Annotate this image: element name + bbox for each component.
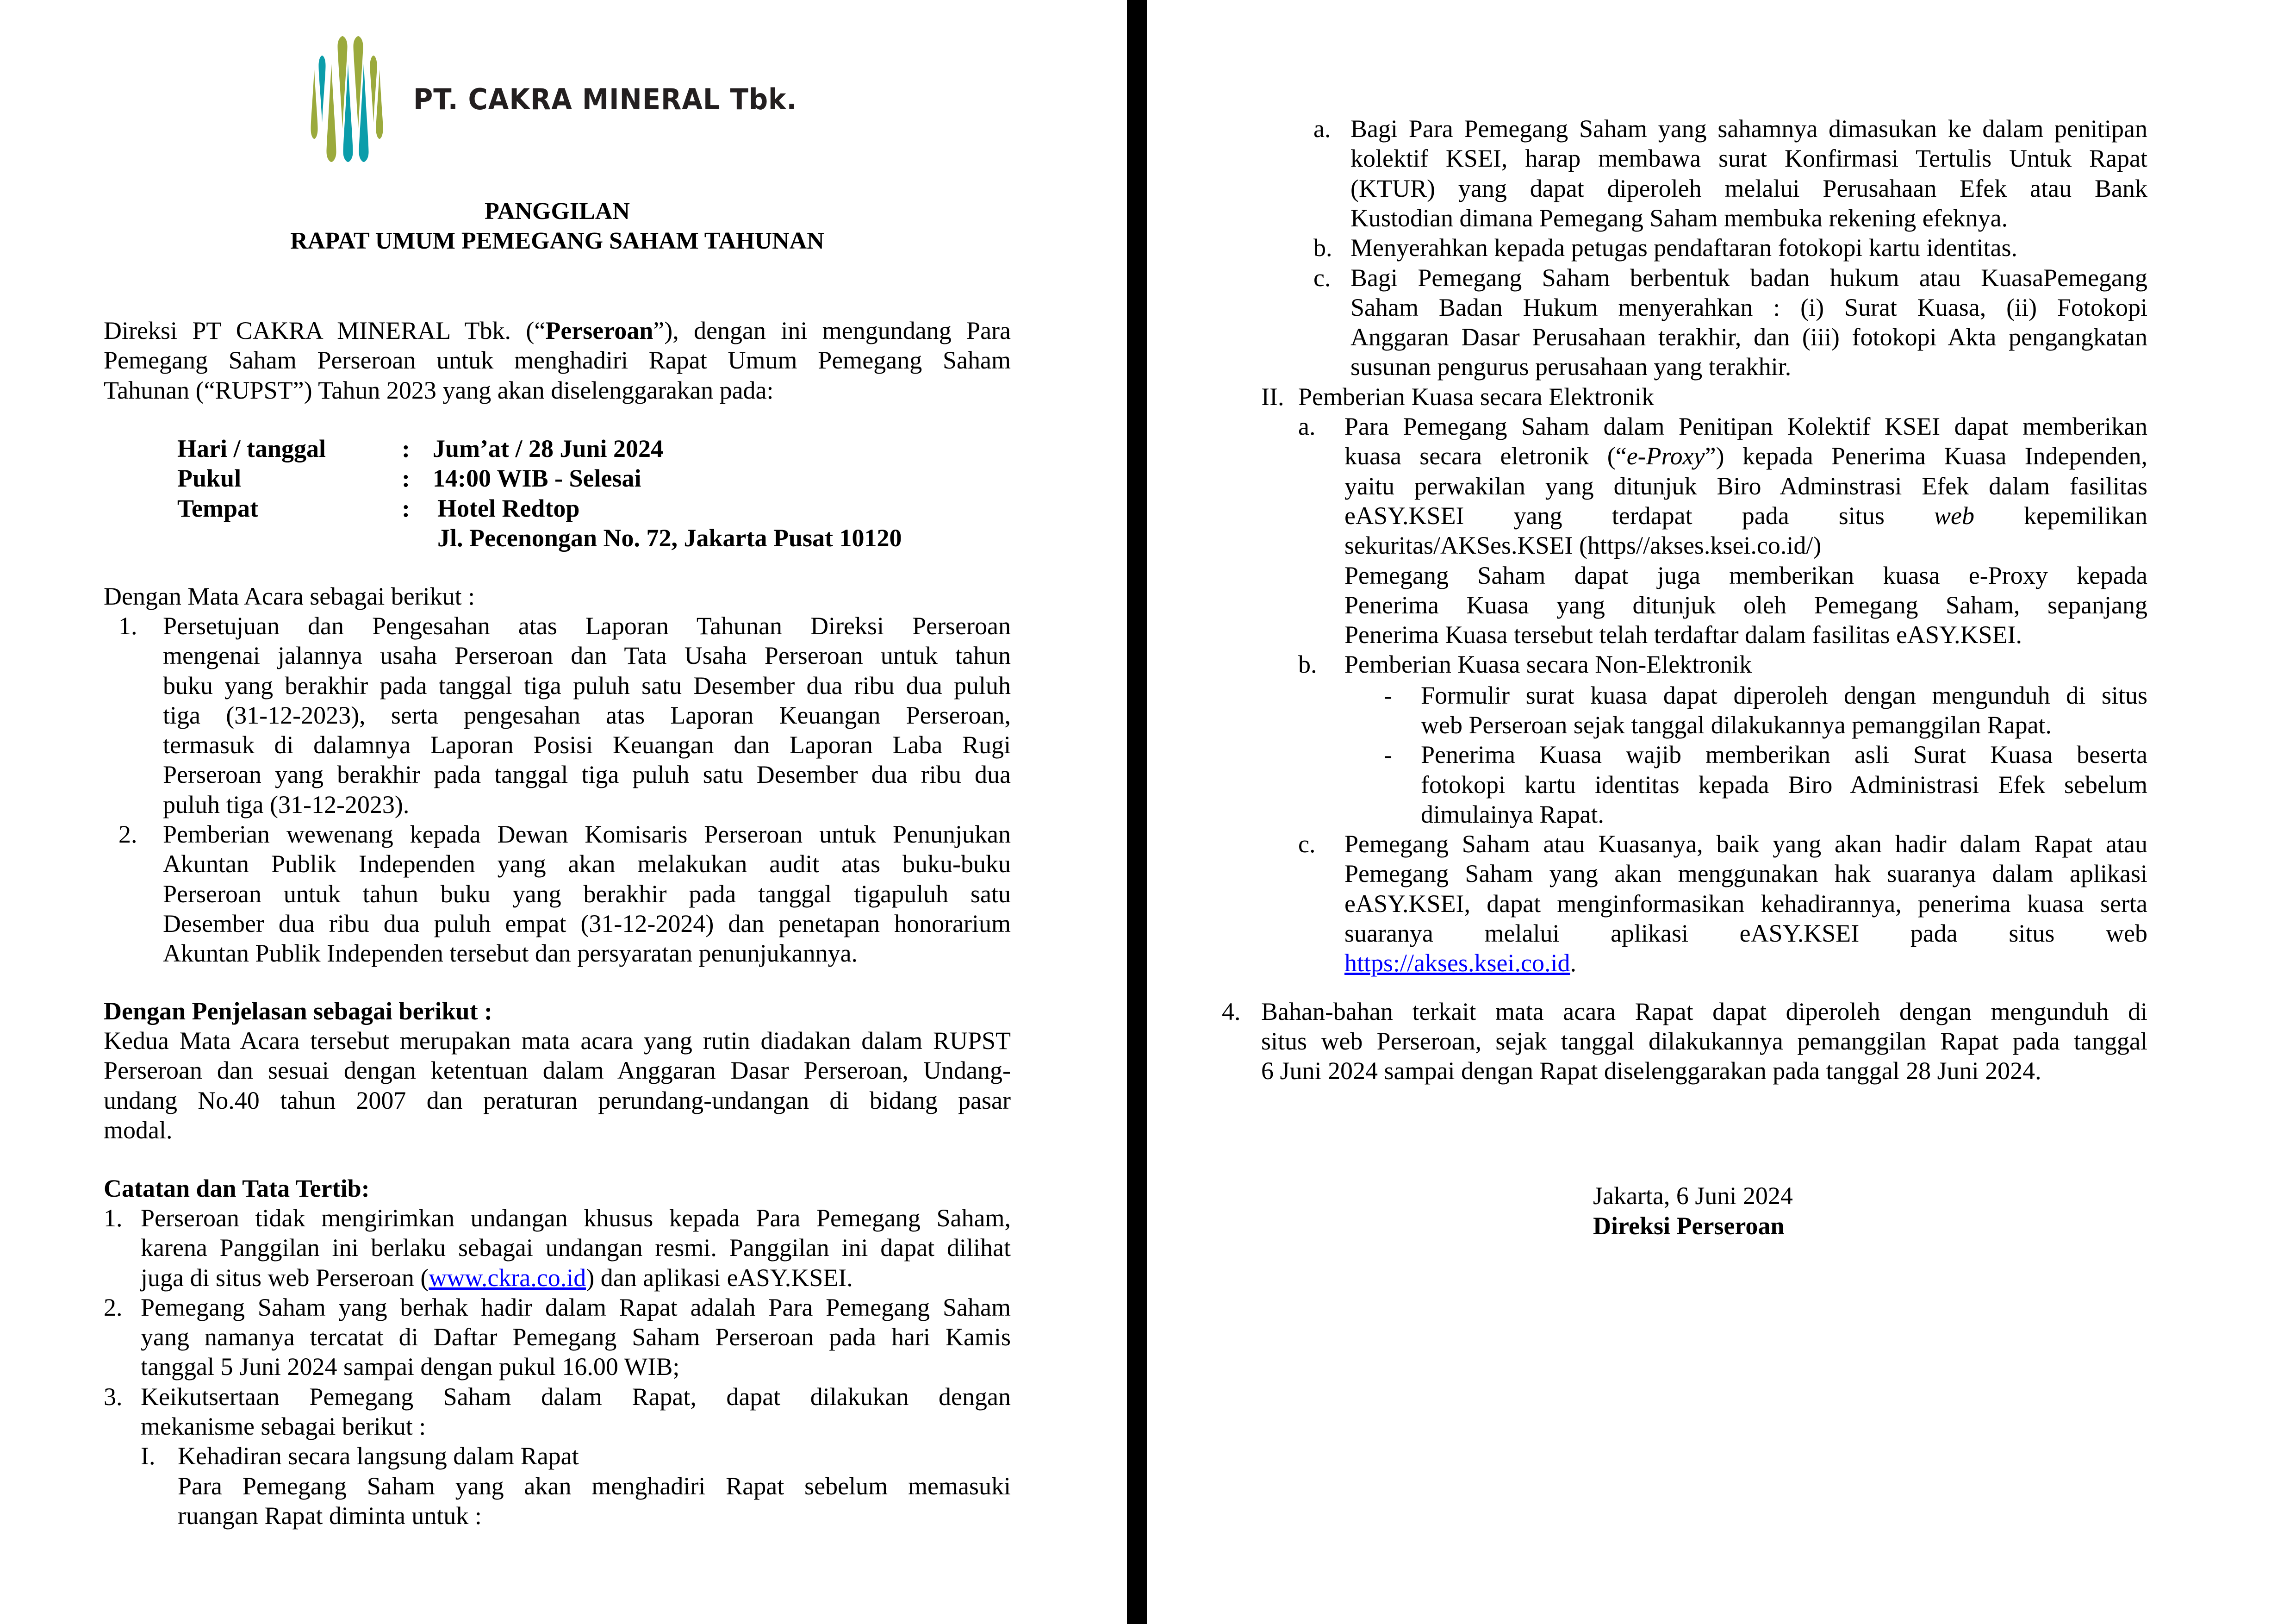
attendance-item-b bbox=[1350, 233, 2147, 262]
bold-term: Perseroan bbox=[545, 317, 653, 344]
eproxy-item-a-cont bbox=[1344, 561, 2147, 650]
text-line: Keikutsertaan Pemegang Saham dalam Rapat, dapat dilakukan dengan bbox=[141, 1382, 1011, 1411]
schedule-value: Hotel Redtop bbox=[437, 494, 580, 522]
explanation-heading: Dengan Penjelasan sebagai berikut : bbox=[104, 997, 493, 1025]
text-line: web Perseroan sejak tanggal dilakukannya pemanggilan Rapat. bbox=[1421, 711, 2052, 739]
text-line: 6 Juni 2024 sampai dengan Rapat diselenggarakan pada tanggal 28 Juni 2024. bbox=[1261, 1057, 2041, 1085]
section-numeral: I. bbox=[141, 1442, 156, 1470]
text-line: termasuk di dalamnya Laporan Posisi Keuangan dan Laporan Laba Rugi bbox=[163, 731, 1011, 759]
sub-item-letter: c. bbox=[1298, 830, 1316, 858]
page-divider bbox=[1127, 0, 1147, 1624]
text-line: mengenai jalannya usaha Perseroan dan Tata Usaha Perseroan untuk tahun bbox=[163, 642, 1011, 670]
schedule-value: Jum’at / 28 Juni 2024 bbox=[433, 435, 664, 462]
text-line: suaranya melalui aplikasi eASY.KSEI pada situs web bbox=[1344, 919, 2147, 948]
section-intro bbox=[178, 1471, 1011, 1531]
text-line: Penerima Kuasa wajib memberikan asli Surat Kuasa beserta bbox=[1421, 741, 2147, 769]
text-line: Menyerahkan kepada petugas pendaftaran fotokopi kartu identitas. bbox=[1350, 234, 2017, 262]
italic-term: web bbox=[1934, 501, 1974, 530]
hyperlink[interactable]: www.ckra.co.id bbox=[429, 1263, 586, 1292]
text-line: ruangan Rapat diminta untuk : bbox=[178, 1501, 482, 1530]
schedule-value: 14:00 WIB - Selesai bbox=[433, 464, 641, 493]
sub-item-letter: a. bbox=[1298, 412, 1316, 440]
italic-term: e-Proxy bbox=[1626, 442, 1705, 470]
text-line: Direksi PT CAKRA MINERAL Tbk. (“Perseroan”), dengan ini mengundang Para bbox=[104, 317, 1011, 344]
note-item-2 bbox=[141, 1293, 1011, 1382]
non-electronic-title bbox=[1344, 650, 2147, 679]
text-line: https://akses.ksei.co.id. bbox=[1344, 949, 1576, 977]
text-line: Perseroan untuk tahun buku yang berakhir pada tanggal tigapuluh satu bbox=[163, 880, 1011, 908]
text-line: Pemegang Saham yang berhak hadir dalam Rapat adalah Para Pemegang Saham bbox=[141, 1293, 1011, 1321]
text-line: Bagi Pemegang Saham berbentuk badan hukum atau KuasaPemegang bbox=[1350, 263, 2147, 292]
text-line: Perseroan tidak mengirimkan undangan khusus kepada Para Pemegang Saham, bbox=[141, 1204, 1011, 1232]
text-line: Pemegang Saham Perseroan untuk menghadiri Rapat Umum Pemegang Saham bbox=[104, 346, 1011, 375]
text-line: Pemberian Kuasa secara Elektronik bbox=[1298, 382, 1655, 411]
sub-item-letter: a. bbox=[1313, 115, 1331, 143]
section-numeral: II. bbox=[1261, 382, 1284, 411]
section-title bbox=[178, 1441, 1011, 1471]
agenda-item-number: 1. bbox=[118, 612, 137, 640]
sub-item-letter: c. bbox=[1313, 263, 1331, 292]
text-line: puluh tiga (31-12-2023). bbox=[163, 790, 410, 818]
sub-item-letter: b. bbox=[1298, 650, 1317, 679]
agenda-item-1 bbox=[163, 611, 1011, 819]
section-title bbox=[1298, 382, 2147, 412]
signature-signatory: Direksi Perseroan bbox=[1593, 1212, 1785, 1240]
schedule-label: Hari / tanggal bbox=[177, 435, 326, 462]
notes-heading: Catatan dan Tata Tertib: bbox=[104, 1174, 370, 1202]
schedule-label: Tempat bbox=[177, 494, 259, 522]
text-line: Pemberian wewenang kepada Dewan Komisaris Perseroan untuk Penunjukan bbox=[163, 820, 1011, 849]
text-line: eASY.KSEI yang terdapat pada situs web kepemilikan bbox=[1344, 501, 2147, 530]
note-number: 1. bbox=[104, 1204, 123, 1232]
schedule-label: Pukul bbox=[177, 464, 242, 493]
text-line: (KTUR) yang dapat diperoleh melalui Perusahaan Efek atau Bank bbox=[1350, 174, 2147, 202]
text-line: Akuntan Publik Independen tersebut dan persyaratan penunjukannya. bbox=[163, 939, 858, 968]
intro-paragraph bbox=[104, 316, 1011, 405]
attendance-item-c bbox=[1350, 263, 2147, 382]
text-line: Anggaran Dasar Perusahaan terakhir, dan (iii) fotokopi Akta pengangkatan bbox=[1350, 323, 2147, 351]
bullet-dash: - bbox=[1384, 681, 1392, 709]
text-line: Tahunan (“RUPST”) Tahun 2023 yang akan diselenggarakan pada: bbox=[104, 376, 774, 404]
text-line: Perseroan yang berakhir pada tanggal tiga puluh satu Desember dua ribu dua bbox=[163, 761, 1011, 789]
text-line: dimulainya Rapat. bbox=[1421, 800, 1604, 828]
text-line: Bahan-bahan terkait mata acara Rapat dapat diperoleh dengan mengunduh di bbox=[1261, 997, 2147, 1025]
text-line: Persetujuan dan Pengesahan atas Laporan Tahunan Direksi Perseroan bbox=[163, 612, 1011, 640]
schedule-separator: : bbox=[402, 494, 410, 522]
note-item-4 bbox=[1261, 997, 2147, 1086]
note-number: 3. bbox=[104, 1382, 123, 1411]
text-line: Saham Badan Hukum menyerahkan : (i) Surat Kuasa, (ii) Fotokopi bbox=[1350, 293, 2147, 321]
text-line: buku yang berakhir pada tanggal tiga puluh satu Desember dua ribu dua puluh bbox=[163, 671, 1011, 700]
text-line: Formulir surat kuasa dapat diperoleh dengan mengunduh di situs bbox=[1421, 681, 2147, 709]
note-item-1 bbox=[141, 1203, 1011, 1293]
text-line: modal. bbox=[104, 1116, 173, 1144]
text-line: Desember dua ribu dua puluh empat (31-12-2024) dan penetapan honorarium bbox=[163, 909, 1011, 937]
company-logo-icon bbox=[296, 36, 400, 163]
sub-item-letter: b. bbox=[1313, 234, 1332, 262]
text-line: eASY.KSEI, dapat menginformasikan kehadirannya, penerima kuasa serta bbox=[1344, 889, 2147, 918]
text-line: Pemegang Saham dapat juga memberikan kuasa e-Proxy kepada bbox=[1344, 561, 2147, 589]
text-line: Pemegang Saham yang akan menggunakan hak suaranya dalam aplikasi bbox=[1344, 860, 2147, 888]
non-electronic-bullet-2 bbox=[1421, 740, 2147, 829]
text-line: kolektif KSEI, harap membawa surat Konfirmasi Tertulis Untuk Rapat bbox=[1350, 144, 2147, 173]
text-line: tiga (31-12-2023), serta pengesahan atas Laporan Keuangan Perseroan, bbox=[163, 701, 1011, 729]
text-line: kuasa secara eletronik (“e-Proxy”) kepada Penerima Kuasa Independen, bbox=[1344, 442, 2147, 470]
schedule-separator: : bbox=[402, 464, 410, 493]
note-number: 2. bbox=[104, 1293, 123, 1321]
text-line: situs web Perseroan, sejak tanggal dilakukannya pemanggilan Rapat pada tanggal bbox=[1261, 1027, 2147, 1055]
logo-drop-olive bbox=[311, 69, 318, 139]
agenda-heading: Dengan Mata Acara sebagai berikut : bbox=[104, 582, 475, 610]
text-line: juga di situs web Perseroan (www.ckra.co.id) dan aplikasi eASY.KSEI. bbox=[141, 1263, 853, 1292]
note-number: 4. bbox=[1222, 997, 1241, 1025]
schedule-value: Jl. Pecenongan No. 72, Jakarta Pusat 10120 bbox=[437, 524, 902, 552]
signature-place-date: Jakarta, 6 Juni 2024 bbox=[1593, 1182, 1793, 1210]
bullet-dash: - bbox=[1384, 741, 1392, 769]
attendance-item-a bbox=[1350, 114, 2147, 233]
text-line: mekanisme sebagai berikut : bbox=[141, 1412, 426, 1441]
text-line: yang namanya tercatat di Daftar Pemegang Saham Perseroan pada hari Kamis bbox=[141, 1323, 1011, 1351]
logo-drop-olive bbox=[327, 64, 336, 162]
text-line: karena Panggilan ini berlaku sebagai undangan resmi. Panggilan ini dapat dilihat bbox=[141, 1234, 1011, 1262]
text-line: Para Pemegang Saham yang akan menghadiri Rapat sebelum memasuki bbox=[178, 1472, 1011, 1500]
logo-drop-olive bbox=[370, 56, 377, 123]
text-line: Penerima Kuasa yang ditunjuk oleh Pemegang Saham, sepanjang bbox=[1344, 591, 2147, 619]
hyperlink[interactable]: https://akses.ksei.co.id bbox=[1344, 949, 1570, 977]
company-name: PT. CAKRA MINERAL Tbk. bbox=[413, 82, 797, 116]
text-line: Kustodian dimana Pemegang Saham membuka rekening efeknya. bbox=[1350, 204, 2008, 232]
text-line: Akuntan Publik Independen yang akan melakukan audit atas buku-buku bbox=[163, 850, 1011, 878]
text-line: susunan pengurus perusahaan yang terakhir. bbox=[1350, 353, 1792, 381]
eproxy-item-a bbox=[1344, 412, 2147, 560]
text-line: Pemegang Saham atau Kuasanya, baik yang akan hadir dalam Rapat atau bbox=[1344, 830, 2147, 858]
explanation-paragraph bbox=[104, 1026, 1011, 1145]
logo-drop-teal bbox=[319, 56, 326, 123]
easy-ksei-item-c bbox=[1344, 829, 2147, 978]
text-line: Penerima Kuasa tersebut telah terdaftar dalam fasilitas eASY.KSEI. bbox=[1344, 621, 2022, 649]
text-line: Kehadiran secara langsung dalam Rapat bbox=[178, 1442, 579, 1470]
text-line: yaitu perwakilan yang ditunjuk Biro Adminstrasi Efek dalam fasilitas bbox=[1344, 472, 2147, 500]
text-line: sekuritas/AKSes.KSEI (https//akses.ksei.co.id/) bbox=[1344, 531, 1822, 560]
text-line: Kedua Mata Acara tersebut merupakan mata acara yang rutin diadakan dalam RUPST bbox=[104, 1027, 1011, 1055]
non-electronic-bullet-1 bbox=[1421, 681, 2147, 740]
schedule-separator: : bbox=[402, 435, 410, 462]
text-line: Perseroan dan sesuai dengan ketentuan dalam Anggaran Dasar Perseroan, Undang- bbox=[104, 1056, 1011, 1085]
notice-subtitle: RAPAT UMUM PEMEGANG SAHAM TAHUNAN bbox=[290, 228, 824, 254]
note-item-3 bbox=[141, 1382, 1011, 1442]
notice-title: PANGGILAN bbox=[485, 198, 630, 225]
text-line: fotokopi kartu identitas kepada Biro Administrasi Efek sebelum bbox=[1421, 770, 2147, 799]
logo-drop-olive bbox=[376, 69, 383, 139]
text-line: undang No.40 tahun 2007 dan peraturan perundang-undangan di bidang pasar bbox=[104, 1086, 1011, 1114]
agenda-item-number: 2. bbox=[118, 820, 137, 849]
text-line: tanggal 5 Juni 2024 sampai dengan pukul 16.00 WIB; bbox=[141, 1353, 680, 1381]
text-line: Bagi Para Pemegang Saham yang sahamnya dimasukan ke dalam penitipan bbox=[1350, 115, 2147, 143]
agenda-item-2 bbox=[163, 819, 1011, 968]
text-line: Pemberian Kuasa secara Non-Elektronik bbox=[1344, 650, 1752, 679]
text-line: Para Pemegang Saham dalam Penitipan Kolektif KSEI dapat memberikan bbox=[1344, 412, 2147, 440]
